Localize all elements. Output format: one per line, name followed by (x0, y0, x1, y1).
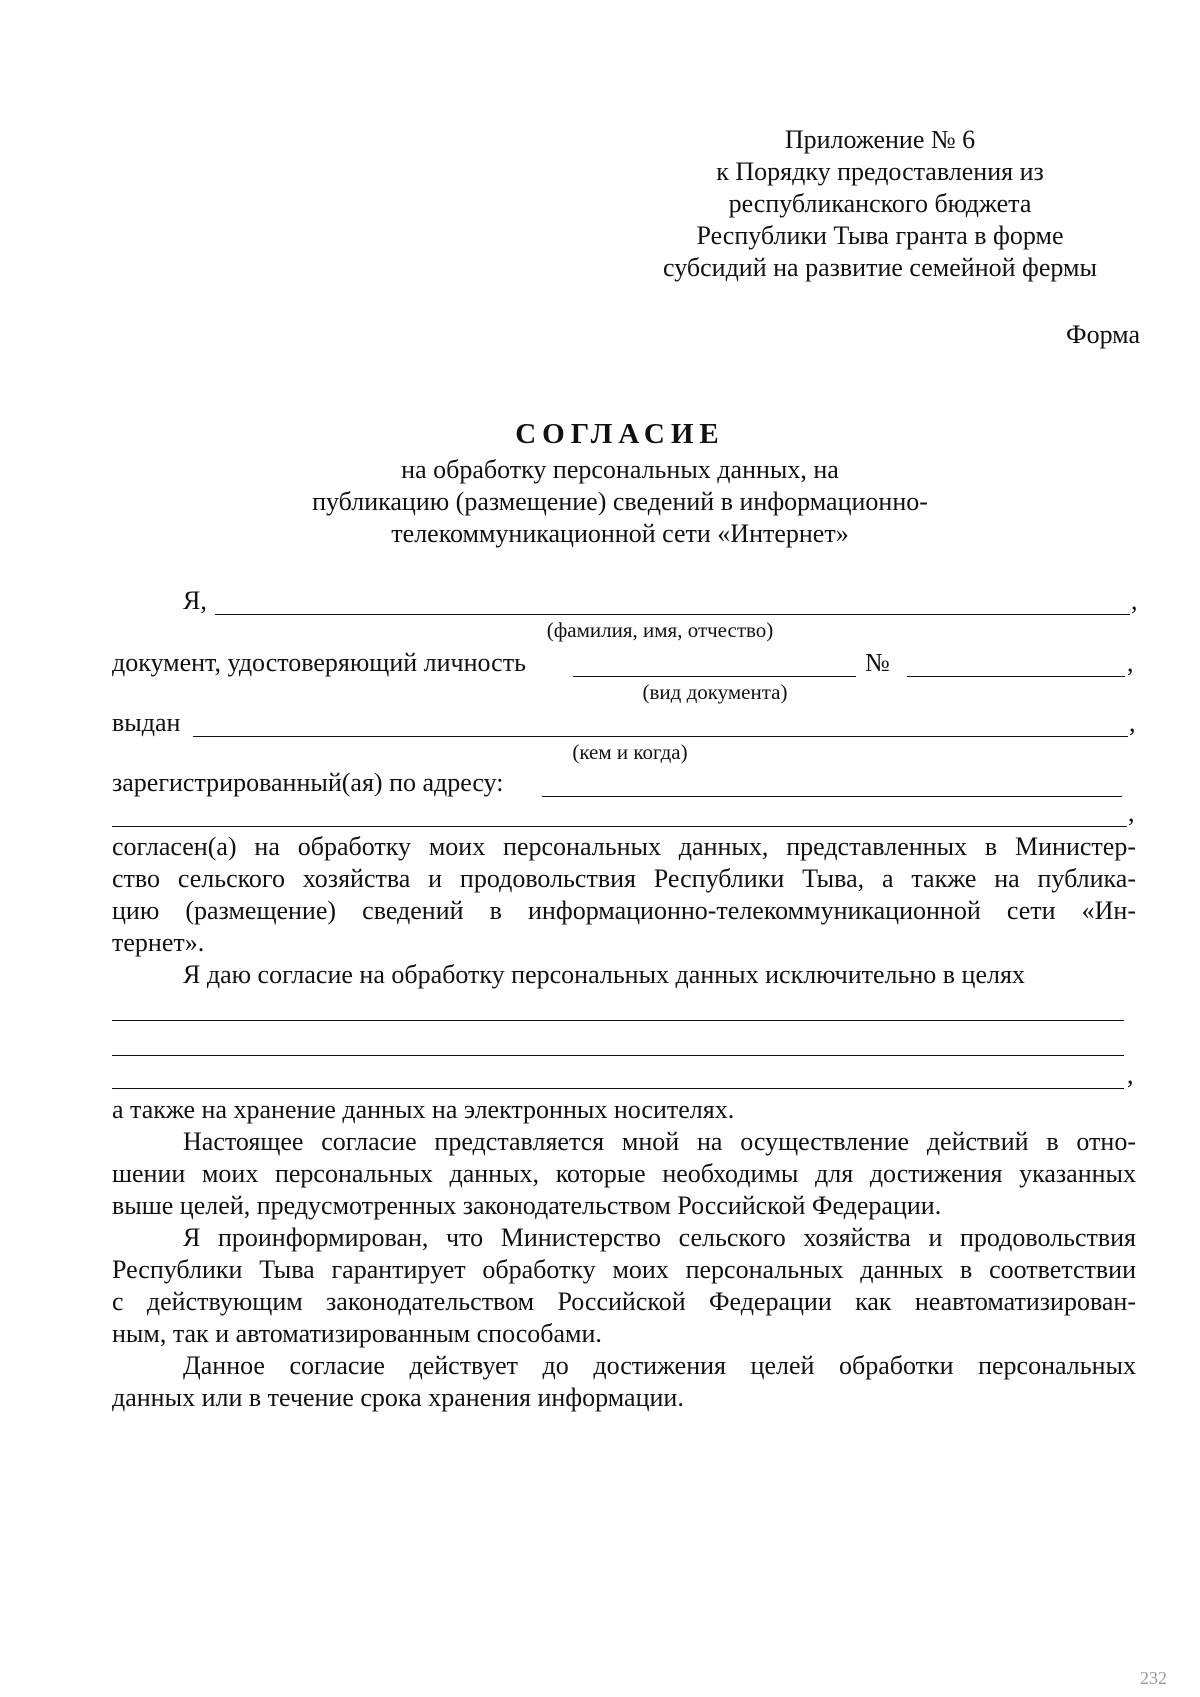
document-number-label: № (865, 648, 890, 677)
purpose-field-line-3[interactable] (112, 1088, 1124, 1089)
paragraph-2-line: с действующим законодательством Российской Федерации как неавтоматизирован- (112, 1287, 1136, 1316)
comma: , (1131, 586, 1138, 615)
paragraph-2-line: Я проинформирован, что Министерство сельского хозяйства и продовольствия (183, 1223, 1136, 1252)
document-subtitle: на обработку персональных данных, на (401, 455, 839, 484)
appendix-line: Республики Тыва гранта в форме (696, 221, 1064, 250)
purpose-field-line-1[interactable] (112, 1020, 1124, 1021)
appendix-number: Приложение № 6 (784, 125, 976, 154)
issued-caption: (кем и когда) (572, 740, 688, 764)
document-title: СОГЛАСИЕ (515, 418, 725, 450)
consent-line: ство сельского хозяйства и продовольствия Республики Тыва, а также на публика- (112, 864, 1136, 893)
page-mark: 232 (1140, 1668, 1167, 1688)
document-type-field[interactable] (573, 676, 856, 677)
paragraph-3-last: данных или в течение срока хранения информации. (112, 1383, 684, 1412)
consent-line: цию (размещение) сведений в информационно-телекоммуникационной сети «Ин- (112, 896, 1136, 925)
consent-line-last: тернет». (112, 928, 205, 957)
address-label: зарегистрированный(ая) по адресу: (112, 768, 504, 797)
issued-label: выдан (112, 708, 181, 737)
paragraph-1-line: шении моих персональных данных, которые необходимы для достижения указанных (112, 1159, 1136, 1188)
address-field-continued[interactable] (112, 826, 1127, 827)
document-caption: (вид документа) (642, 680, 788, 704)
document-subtitle: телекоммуникационной сети «Интернет» (391, 519, 849, 548)
paragraph-2-line: Республики Тыва гарантирует обработку моих персональных данных в соответствии (112, 1255, 1136, 1284)
document-subtitle: публикацию (размещение) сведений в информационно- (312, 487, 928, 516)
comma: , (1128, 798, 1135, 827)
comma: , (1129, 708, 1136, 737)
paragraph-3-line: Данное согласие действует до достижения целей обработки персональных (183, 1351, 1136, 1380)
storage-line: а также на хранение данных на электронных носителях. (112, 1095, 735, 1124)
appendix-line: субсидий на развитие семейной фермы (663, 253, 1097, 282)
consent-line: согласен(а) на обработку моих персональных данных, представленных в Министер- (112, 832, 1136, 861)
name-prefix: Я, (183, 586, 207, 615)
appendix-line: республиканского бюджета (728, 189, 1032, 218)
address-field[interactable] (542, 796, 1122, 797)
document-label: документ, удостоверяющий личность (112, 648, 526, 677)
name-caption: (фамилия, имя, отчество) (546, 618, 774, 642)
form-label: Форма (1066, 320, 1140, 349)
comma: , (1127, 1060, 1134, 1089)
document-number-field[interactable] (907, 676, 1125, 677)
name-field[interactable] (215, 614, 1130, 615)
paragraph-1-last: выше целей, предусмотренных законодательством Российской Федерации. (112, 1191, 942, 1220)
purpose-line: Я даю согласие на обработку персональных данных исключительно в целях (183, 960, 1025, 989)
paragraph-2-last: ным, так и автоматизированным способами. (112, 1319, 602, 1348)
purpose-field-line-2[interactable] (112, 1055, 1124, 1056)
paragraph-1-line: Настоящее согласие представляется мной на осуществление действий в отно- (183, 1127, 1136, 1156)
comma: , (1127, 648, 1134, 677)
appendix-line: к Порядку предоставления из (716, 157, 1044, 186)
issued-field[interactable] (193, 736, 1128, 737)
